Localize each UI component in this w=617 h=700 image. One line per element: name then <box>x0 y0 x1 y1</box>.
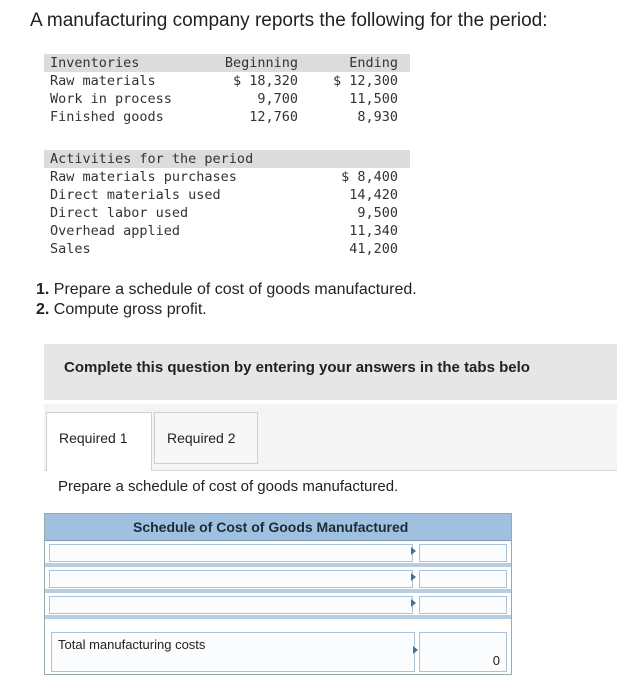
row-label-dropdown[interactable] <box>49 570 413 588</box>
tab-required-2[interactable] <box>154 412 258 464</box>
activity-value: 14,420 <box>349 187 398 203</box>
row-amount-input[interactable] <box>419 596 507 614</box>
inventory-ending: $ 12,300 <box>332 73 398 89</box>
requirement-item <box>36 300 417 320</box>
requirement-item <box>36 280 417 300</box>
inventory-beginning: 12,760 <box>249 109 298 125</box>
banner-text: Complete this question by entering your answers in the tabs belo <box>64 359 530 376</box>
activity-row <box>44 168 410 186</box>
tab-label: Required 1 <box>59 430 128 446</box>
beginning-header: Beginning <box>224 55 298 71</box>
row-divider <box>45 615 511 619</box>
tabs-bar <box>44 404 617 471</box>
schedule-row <box>45 567 511 589</box>
activity-value: 9,500 <box>357 205 398 221</box>
activity-row <box>44 204 410 222</box>
inventory-beginning: 9,700 <box>257 91 298 107</box>
inventory-ending: 8,930 <box>357 109 398 125</box>
dropdown-arrow-icon <box>411 547 416 555</box>
activity-label: Direct materials used <box>50 187 221 203</box>
total-label-cell <box>51 632 415 672</box>
requirement-text: Prepare a schedule of cost of goods manufactured. <box>49 281 417 298</box>
total-value-cell <box>419 632 507 672</box>
activity-value: $ 8,400 <box>341 169 398 185</box>
activity-label: Sales <box>50 241 91 257</box>
inventory-row <box>44 108 410 126</box>
schedule-header <box>45 514 511 541</box>
inventories-header-row <box>44 54 410 72</box>
row-label-dropdown[interactable] <box>49 596 413 614</box>
schedule-row <box>45 593 511 615</box>
activity-label: Direct labor used <box>50 205 189 221</box>
activity-row <box>44 186 410 204</box>
requirement-number: 2. <box>36 301 50 318</box>
row-amount-input[interactable] <box>419 544 507 562</box>
question-title: A manufacturing company reports the following for the period: <box>30 10 548 31</box>
total-label: Total manufacturing costs <box>58 637 206 652</box>
activity-value: 41,200 <box>349 241 398 257</box>
activity-label: Raw materials purchases <box>50 169 237 185</box>
inventory-beginning: $ 18,320 <box>232 73 298 89</box>
schedule-title: Schedule of Cost of Goods Manufactured <box>133 519 409 535</box>
inventories-header-label: Inventories <box>50 55 140 71</box>
activities-header-row <box>44 150 410 168</box>
activities-header: Activities for the period <box>50 151 254 167</box>
requirement-number: 1. <box>36 281 50 298</box>
row-amount-input[interactable] <box>419 570 507 588</box>
requirement-text: Compute gross profit. <box>49 301 207 318</box>
dropdown-arrow-icon <box>413 646 418 654</box>
total-value: 0 <box>492 653 500 668</box>
tab-label: Required 2 <box>167 430 236 446</box>
inventory-row <box>44 72 410 90</box>
activity-row <box>44 222 410 240</box>
activity-label: Overhead applied <box>50 223 181 239</box>
tab-required-1[interactable] <box>46 412 152 471</box>
instruction-banner <box>44 344 617 400</box>
schedule-table <box>44 513 512 675</box>
dropdown-arrow-icon <box>411 573 416 581</box>
dropdown-arrow-icon <box>411 599 416 607</box>
ending-header: Ending <box>349 55 398 71</box>
schedule-row <box>45 541 511 563</box>
inventory-label: Work in process <box>50 91 172 107</box>
total-row <box>45 628 511 674</box>
inventory-label: Raw materials <box>50 73 156 89</box>
inventories-table <box>44 54 410 126</box>
requirements-list <box>36 280 417 320</box>
inventory-label: Finished goods <box>50 109 164 125</box>
tab-instruction: Prepare a schedule of cost of goods manufactured. <box>58 478 399 495</box>
activities-table <box>44 150 410 258</box>
activity-row <box>44 240 410 258</box>
row-label-dropdown[interactable] <box>49 544 413 562</box>
inventory-ending: 11,500 <box>349 91 398 107</box>
activity-value: 11,340 <box>349 223 398 239</box>
inventory-row <box>44 90 410 108</box>
